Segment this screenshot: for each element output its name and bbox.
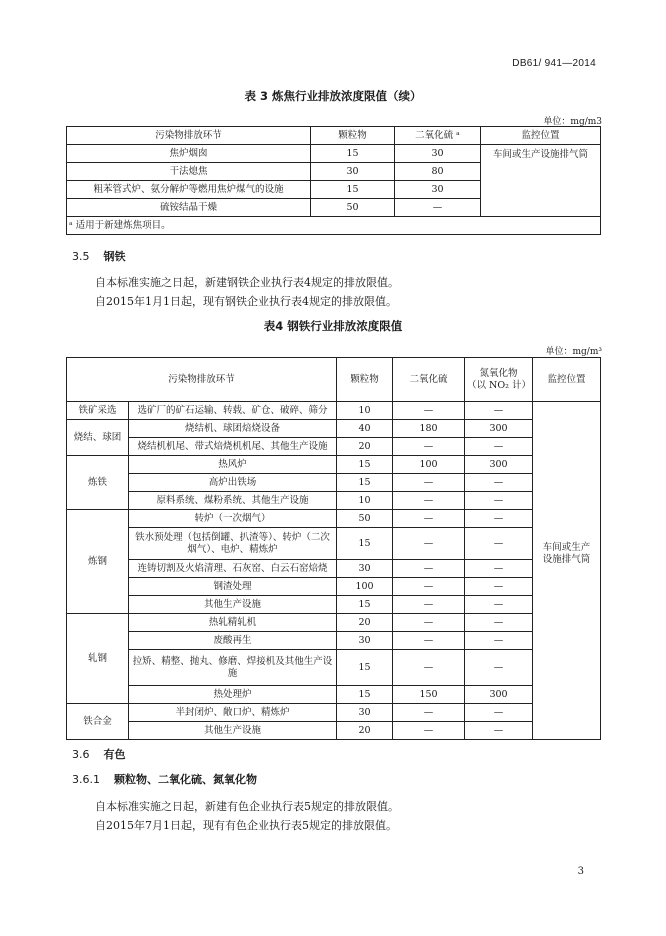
table3-unit: 单位：mg/m3 xyxy=(543,117,602,127)
table-row xyxy=(67,578,601,596)
nox-header-line1: 氮氧化物 xyxy=(479,367,518,379)
sub-cell: 热风炉 xyxy=(129,456,337,474)
pm-cell: 15 xyxy=(337,474,393,492)
sub-cell: 铁水预处理（包括倒罐、扒渣等）、转炉（二次烟气）、电炉、精炼炉 xyxy=(129,528,337,560)
sub-cell: 转炉（一次烟气） xyxy=(129,510,337,528)
so2-cell: — xyxy=(393,614,465,632)
pm-cell: 10 xyxy=(337,402,393,420)
so2-cell: — xyxy=(393,632,465,650)
table3-col-pm: 颗粒物 xyxy=(311,127,395,145)
pm-cell: 50 xyxy=(337,510,393,528)
so2-cell: 80 xyxy=(395,163,481,181)
section-number: 3.6.1 xyxy=(72,773,100,786)
so2-cell: — xyxy=(393,528,465,560)
document-code: DB61/ 941—2014 xyxy=(512,58,596,69)
monitor-cell: 车间或生产设施排气筒 xyxy=(481,145,601,217)
sub-cell: 废酸再生 xyxy=(129,632,337,650)
so2-cell: — xyxy=(393,402,465,420)
pm-cell: 50 xyxy=(311,199,395,217)
table-row xyxy=(67,420,601,438)
section-3-5-para2: 自2015年1月1日起，现有钢铁企业执行表4规定的排放限值。 xyxy=(95,295,397,308)
table4-caption: 表4 钢铁行业排放浓度限值 xyxy=(263,319,403,333)
pm-cell: 30 xyxy=(337,632,393,650)
sub-cell: 拉矫、精整、抛丸、修磨、焊接机及其他生产设施 xyxy=(129,650,337,686)
table3-footnote: ᵃ 适用于新建炼焦项目。 xyxy=(67,217,601,235)
table4-col-source: 污染物排放环节 xyxy=(67,358,337,402)
group-cell: 炼铁 xyxy=(67,456,129,510)
nox-cell: — xyxy=(465,492,533,510)
pm-cell: 15 xyxy=(337,456,393,474)
pm-cell: 20 xyxy=(337,722,393,740)
table-row xyxy=(67,474,601,492)
table-row xyxy=(67,528,601,560)
nox-cell: — xyxy=(465,528,533,560)
so2-cell: 150 xyxy=(393,686,465,704)
section-number: 3.6 xyxy=(72,748,90,761)
sub-cell: 其他生产设施 xyxy=(129,596,337,614)
sub-cell: 原料系统、煤粉系统、其他生产设施 xyxy=(129,492,337,510)
nox-cell: — xyxy=(465,722,533,740)
table3-header-row xyxy=(67,127,601,145)
nox-cell: — xyxy=(465,510,533,528)
nox-cell: — xyxy=(465,578,533,596)
so2-cell: — xyxy=(393,650,465,686)
table3-caption: 表 3 炼焦行业排放浓度限值（续） xyxy=(244,89,422,103)
pm-cell: 30 xyxy=(337,560,393,578)
pm-cell: 30 xyxy=(337,704,393,722)
sub-cell: 钢渣处理 xyxy=(129,578,337,596)
section-3-5-heading xyxy=(72,248,126,264)
table4-col-so2: 二氧化硫 xyxy=(393,358,465,402)
sub-cell: 连铸切割及火焰清理、石灰窑、白云石窑焙烧 xyxy=(129,560,337,578)
pm-cell: 15 xyxy=(337,650,393,686)
nox-cell: 300 xyxy=(465,420,533,438)
group-cell: 铁矿采选 xyxy=(67,402,129,420)
group-cell: 烧结、球团 xyxy=(67,420,129,456)
table4-col-monitor: 监控位置 xyxy=(533,358,601,402)
nox-header-line2: （以 NO₂ 计） xyxy=(467,379,531,391)
so2-cell: — xyxy=(393,474,465,492)
table-row xyxy=(67,722,601,740)
table-row xyxy=(67,614,601,632)
nox-cell: — xyxy=(465,614,533,632)
source-cell: 干法熄焦 xyxy=(67,163,311,181)
section-3-5-para1: 自本标准实施之日起，新建钢铁企业执行表4规定的排放限值。 xyxy=(95,276,399,289)
table-row xyxy=(67,145,601,163)
so2-cell: 30 xyxy=(395,145,481,163)
so2-cell: — xyxy=(393,722,465,740)
table-row xyxy=(67,560,601,578)
source-cell: 粗苯管式炉、氨分解炉等燃用焦炉煤气的设施 xyxy=(67,181,311,199)
so2-cell: — xyxy=(393,492,465,510)
nox-cell: 300 xyxy=(465,456,533,474)
pm-cell: 30 xyxy=(311,163,395,181)
pm-cell: 15 xyxy=(311,181,395,199)
table3 xyxy=(66,126,601,235)
table4 xyxy=(66,357,601,740)
nox-cell: — xyxy=(465,596,533,614)
sub-cell: 选矿厂的矿石运输、转载、矿仓、破碎、筛分 xyxy=(129,402,337,420)
table-row xyxy=(67,402,601,420)
table-row xyxy=(67,492,601,510)
sub-cell: 其他生产设施 xyxy=(129,722,337,740)
nox-cell: — xyxy=(465,650,533,686)
group-cell: 炼钢 xyxy=(67,510,129,614)
pm-cell: 15 xyxy=(337,528,393,560)
pm-cell: 15 xyxy=(337,596,393,614)
section-3-6-1-heading xyxy=(72,771,257,787)
so2-cell: — xyxy=(393,704,465,722)
table3-col-source: 污染物排放环节 xyxy=(67,127,311,145)
so2-cell: 180 xyxy=(393,420,465,438)
pm-cell: 20 xyxy=(337,614,393,632)
nox-cell: — xyxy=(465,704,533,722)
table4-col-nox xyxy=(465,358,533,402)
pm-cell: 40 xyxy=(337,420,393,438)
so2-cell: — xyxy=(393,596,465,614)
so2-cell: — xyxy=(395,199,481,217)
group-cell: 铁合金 xyxy=(67,704,129,740)
table-row xyxy=(67,650,601,686)
pm-cell: 15 xyxy=(337,686,393,704)
so2-cell: — xyxy=(393,560,465,578)
table-row xyxy=(67,632,601,650)
section-3-6-heading xyxy=(72,746,126,762)
so2-cell: — xyxy=(393,510,465,528)
nox-cell: 300 xyxy=(465,686,533,704)
sub-cell: 烧结机、球团焙烧设备 xyxy=(129,420,337,438)
table3-col-monitor: 监控位置 xyxy=(481,127,601,145)
pm-cell: 100 xyxy=(337,578,393,596)
section-title: 钢铁 xyxy=(103,250,126,263)
source-cell: 硫铵结晶干燥 xyxy=(67,199,311,217)
nox-cell: — xyxy=(465,474,533,492)
section-3-6-1-para1: 自本标准实施之日起，新建有色企业执行表5规定的排放限值。 xyxy=(95,800,399,813)
table-row xyxy=(67,438,601,456)
nox-cell: — xyxy=(465,402,533,420)
page-number: 3 xyxy=(577,866,584,877)
sub-cell: 半封闭炉、敞口炉、精炼炉 xyxy=(129,704,337,722)
sub-cell: 热轧精轧机 xyxy=(129,614,337,632)
nox-cell: — xyxy=(465,560,533,578)
table-row xyxy=(67,456,601,474)
section-number: 3.5 xyxy=(72,250,90,263)
section-3-6-1-para2: 自2015年7月1日起，现有有色企业执行表5规定的排放限值。 xyxy=(95,819,397,832)
table4-unit: 单位：mg/m³ xyxy=(545,347,602,357)
table4-col-pm: 颗粒物 xyxy=(337,358,393,402)
section-title: 颗粒物、二氧化硫、氮氧化物 xyxy=(114,773,257,786)
table4-header-row xyxy=(67,358,601,402)
so2-cell: — xyxy=(393,438,465,456)
pm-cell: 20 xyxy=(337,438,393,456)
sub-cell: 烧结机机尾、带式焙烧机机尾、其他生产设施 xyxy=(129,438,337,456)
table3-footnote-row xyxy=(67,217,601,235)
pm-cell: 10 xyxy=(337,492,393,510)
so2-cell: 100 xyxy=(393,456,465,474)
table-row xyxy=(67,510,601,528)
section-title: 有色 xyxy=(103,748,126,761)
table-row xyxy=(67,596,601,614)
nox-cell: — xyxy=(465,632,533,650)
group-cell: 轧钢 xyxy=(67,614,129,704)
table-row xyxy=(67,704,601,722)
sub-cell: 高炉出铁场 xyxy=(129,474,337,492)
sub-cell: 热处理炉 xyxy=(129,686,337,704)
source-cell: 焦炉烟囱 xyxy=(67,145,311,163)
table3-col-so2: 二氧化硫 ᵃ xyxy=(395,127,481,145)
nox-cell: — xyxy=(465,438,533,456)
so2-cell: 30 xyxy=(395,181,481,199)
pm-cell: 15 xyxy=(311,145,395,163)
monitor-cell: 车间或生产设施排气筒 xyxy=(533,402,601,740)
table-row xyxy=(67,686,601,704)
so2-cell: — xyxy=(393,578,465,596)
